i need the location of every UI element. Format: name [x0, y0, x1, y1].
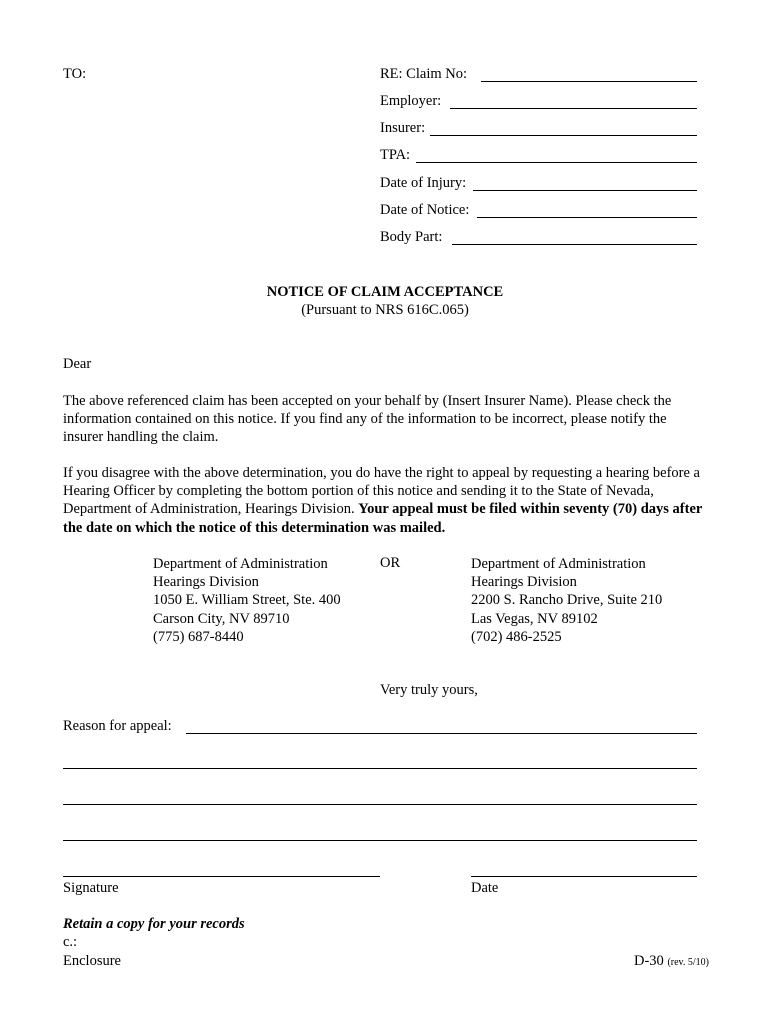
reason-for-appeal-label: Reason for appeal: — [63, 718, 172, 734]
document-title: NOTICE OF CLAIM ACCEPTANCE — [266, 284, 504, 300]
signature-field[interactable] — [63, 876, 380, 877]
date-of-injury-label: Date of Injury: — [380, 175, 467, 191]
employer-field[interactable] — [450, 108, 697, 109]
insurer-label: Insurer: — [380, 120, 426, 136]
claim-no-field[interactable] — [481, 81, 697, 82]
paragraph-appeal — [63, 464, 703, 537]
reason-for-appeal-field[interactable] — [186, 733, 697, 734]
enclosure-label: Enclosure — [63, 953, 121, 969]
body-part-label: Body Part: — [380, 229, 443, 245]
form-id — [634, 953, 709, 970]
address-line: Hearings Division — [153, 574, 259, 591]
address-line: 1050 E. William Street, Ste. 400 — [153, 592, 341, 609]
address-line: 2200 S. Rancho Drive, Suite 210 — [471, 592, 663, 609]
reason-line-3[interactable] — [63, 804, 697, 805]
closing: Very truly yours, — [380, 682, 478, 698]
address-line: Las Vegas, NV 89102 — [471, 610, 598, 627]
reason-line-2[interactable] — [63, 768, 697, 769]
paragraph-acceptance: The above referenced claim has been accepted on your behalf by (Insert Insurer Name). Please check the information contained on this notice. If you find any of the information to be incorrect, please notify the insurer handling the claim. — [63, 393, 672, 446]
address-line: Hearings Division — [471, 574, 577, 591]
address-line: Carson City, NV 89710 — [153, 610, 290, 627]
date-of-notice-field[interactable] — [477, 217, 697, 218]
insurer-field[interactable] — [430, 135, 697, 136]
to-label: TO: — [63, 66, 87, 82]
date-of-injury-field[interactable] — [473, 190, 697, 191]
tpa-field[interactable] — [416, 162, 697, 163]
address-line: Department of Administration — [471, 556, 646, 572]
signature-label: Signature — [63, 880, 119, 896]
appeal-deadline-text: Your appeal must be filed within seventy (70) days after the date on which the notice of this determination was mailed. — [63, 501, 703, 536]
address-line: (775) 687-8440 — [153, 628, 244, 645]
tpa-label: TPA: — [380, 147, 411, 163]
address-line: Department of Administration — [153, 556, 328, 572]
document-subtitle: (Pursuant to NRS 616C.065) — [301, 302, 469, 318]
salutation: Dear — [63, 356, 92, 372]
address-carson-city — [153, 555, 341, 646]
date-label: Date — [471, 880, 499, 896]
body-part-field[interactable] — [452, 244, 697, 245]
date-field[interactable] — [471, 876, 697, 877]
claim-no-label: RE: Claim No: — [380, 66, 467, 82]
date-of-notice-label: Date of Notice: — [380, 202, 470, 218]
employer-label: Employer: — [380, 93, 442, 109]
cc-label: c.: — [63, 934, 78, 950]
address-line: (702) 486-2525 — [471, 628, 562, 645]
or-label: OR — [380, 555, 401, 571]
form-number: D-30 — [634, 953, 664, 969]
retain-copy-note: Retain a copy for your records — [63, 916, 245, 932]
address-las-vegas — [471, 555, 662, 646]
appeal-text: If you disagree with the above determination, you do have the right to appeal by requesting a hearing before a Hearing Officer by completing the bottom portion of this notice and sending it to the State of Nevada, Department of Administration, Hearings Division. — [63, 465, 700, 518]
reason-line-4[interactable] — [63, 840, 697, 841]
form-revision: (rev. 5/10) — [667, 957, 709, 968]
